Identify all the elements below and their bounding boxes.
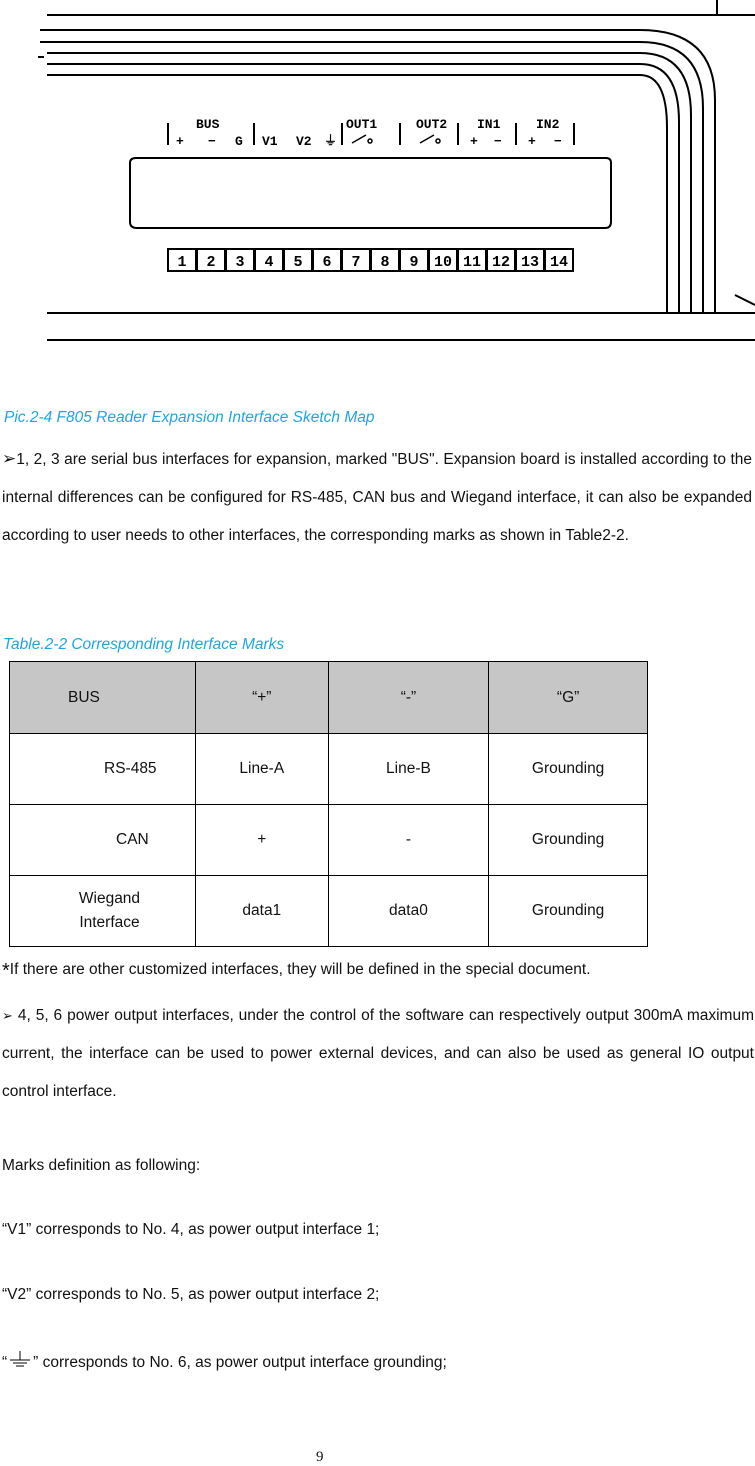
table-cell: Wiegand Interface	[10, 876, 196, 947]
marks-definition-line: Marks definition as following:	[2, 1157, 201, 1174]
bullet-arrow-icon: ➢	[2, 1008, 13, 1023]
terminal-number: 4	[264, 254, 274, 271]
terminal-number: 12	[491, 254, 511, 271]
table-cell: RS-485	[10, 734, 196, 805]
svg-text:+: +	[470, 134, 478, 149]
note-custom-interfaces: *If there are other customized interfaces, they will be defined in the special document.	[2, 960, 591, 982]
table-cell: Line-B	[328, 734, 489, 805]
svg-text:⏚: ⏚	[324, 134, 338, 149]
table-cell: Grounding	[489, 734, 648, 805]
diagram-label-g: G	[235, 134, 243, 149]
note-star: *	[2, 960, 10, 982]
terminal-number: 11	[462, 254, 482, 271]
terminal-number: 8	[380, 254, 390, 271]
terminal-number: 9	[409, 254, 419, 271]
table-cell: Line-A	[195, 734, 328, 805]
terminal-number: 3	[235, 254, 245, 271]
diagram-label-out2: OUT2	[416, 117, 448, 132]
table-row	[10, 805, 648, 876]
terminal-number: 6	[322, 254, 332, 271]
v1-definition-line: “V1” corresponds to No. 4, as power output interface 1;	[2, 1221, 380, 1238]
table-caption: Table.2-2 Corresponding Interface Marks	[3, 636, 285, 653]
terminal-number: 5	[293, 254, 303, 271]
table-row	[10, 876, 648, 947]
diagram-label-out1: OUT1	[346, 117, 378, 132]
page-number: 9	[316, 1449, 324, 1465]
terminal-number: 10	[433, 254, 453, 271]
terminal-number-row	[168, 249, 573, 271]
table-cell: Grounding	[489, 876, 648, 947]
terminal-number: 1	[177, 254, 187, 271]
figure-caption: Pic.2-4 F805 Reader Expansion Interface Sketch Map	[4, 409, 375, 426]
diagram-label-v1: V1	[262, 134, 278, 149]
table-header-row	[10, 662, 648, 734]
table-cell: -	[328, 805, 489, 876]
bullet-arrow-icon: ➢	[2, 449, 17, 468]
svg-text:−: −	[554, 134, 562, 149]
svg-text:−: −	[208, 134, 216, 149]
diagram-label-in1: IN1	[477, 117, 501, 132]
svg-text:+: +	[176, 134, 184, 149]
terminal-number: 2	[206, 254, 216, 271]
interface-marks-table	[9, 661, 648, 947]
table-header-cell: “-”	[328, 662, 489, 734]
terminal-number: 13	[520, 254, 540, 271]
ground-symbol-icon	[7, 1351, 33, 1374]
terminal-number: 14	[549, 254, 569, 271]
table-row	[10, 734, 648, 805]
paragraph-bus-interfaces: ➢1, 2, 3 are serial bus interfaces for expansion, marked "BUS". Expansion board is installed according to the internal differences can be configured for RS-485, CAN bus and Wiegand interface, it can also be expanded according to user needs to other interfaces, the corresponding marks as shown in Table2-2.	[2, 449, 752, 544]
table-cell: +	[195, 805, 328, 876]
diagram-label-bus: BUS	[196, 117, 220, 132]
diagram-label-v2: V2	[296, 134, 312, 149]
svg-text:+: +	[528, 134, 536, 149]
table-header-cell: BUS	[10, 662, 196, 734]
table-cell: CAN	[10, 805, 196, 876]
table-cell: data1	[195, 876, 328, 947]
terminal-number: 7	[351, 254, 361, 271]
table-cell: data0	[328, 876, 489, 947]
table-header-cell: “+”	[195, 662, 328, 734]
table-header-cell: “G”	[489, 662, 648, 734]
table-cell: Grounding	[489, 805, 648, 876]
expansion-interface-diagram	[0, 0, 755, 360]
v2-definition-line: “V2” corresponds to No. 5, as power output interface 2;	[2, 1286, 380, 1303]
paragraph-power-outputs: ➢ 4, 5, 6 power output interfaces, under the control of the software can respectively output 300mA maximum current, the interface can be used to power external devices, and can also be used as general IO output control interface.	[2, 1007, 755, 1100]
svg-text:−: −	[494, 134, 502, 149]
diagram-label-in2: IN2	[536, 117, 560, 132]
ground-definition-line: “ ” corresponds to No. 6, as power output interface grounding;	[2, 1351, 447, 1374]
